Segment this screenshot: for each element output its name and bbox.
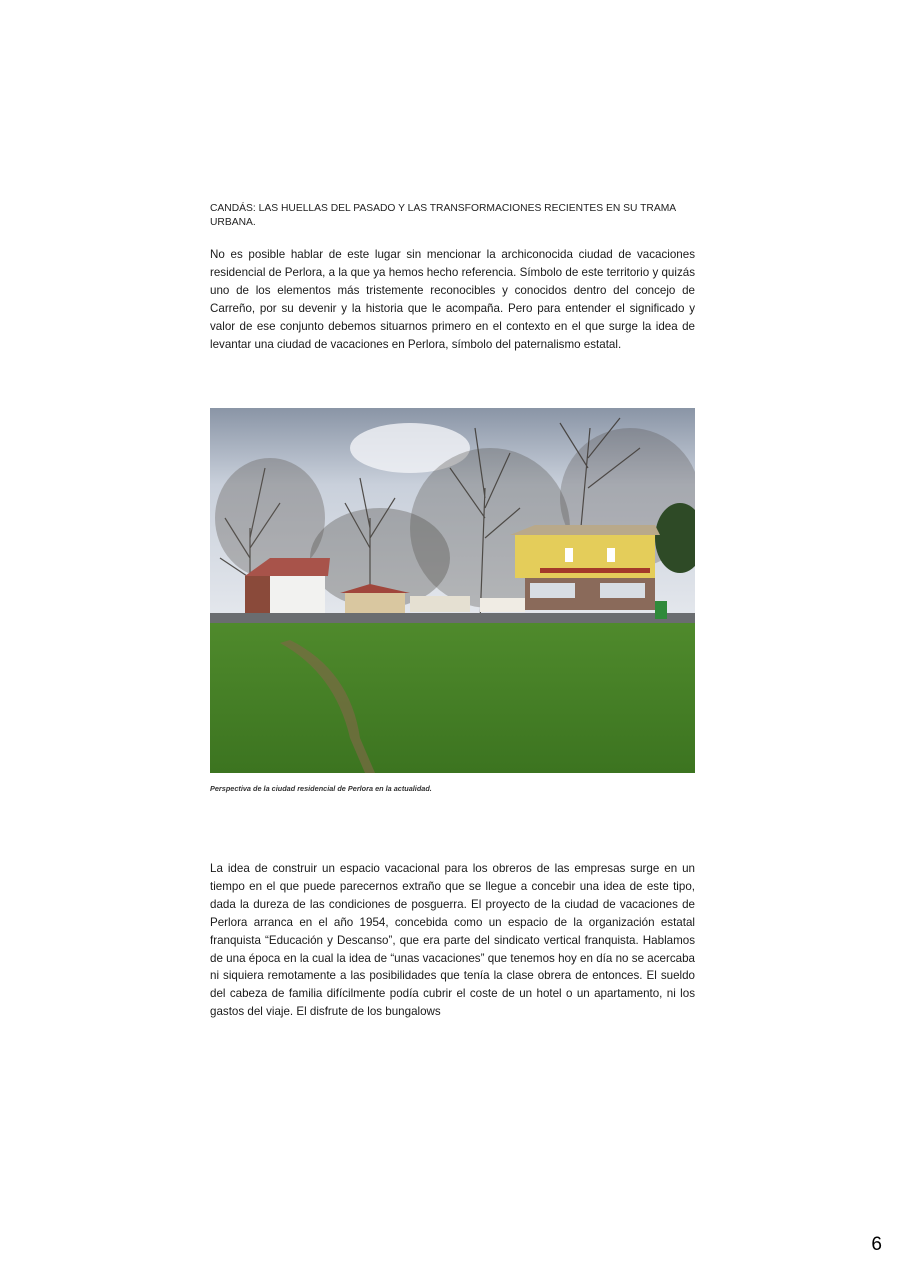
photo-caption: Perspectiva de la ciudad residencial de Perlora en la actualidad. <box>210 784 432 793</box>
page-number: 6 <box>871 1234 882 1255</box>
intro-paragraph: No es posible hablar de este lugar sin mencionar la archiconocida ciudad de vacaciones residencial de Perlora, a la que ya hemos hecho referencia. Símbolo de este territorio y quizás uno de los elementos más tristemente reconocibles y conocidos dentro del concejo de Carreño, por su devenir y la historia que le acompaña. Pero para entender el significado y valor de ese conjunto debemos situarnos primero en el contexto en el que surge la idea de levantar una ciudad de vacaciones en Perlora, símbolo del paternalismo estatal. <box>210 248 695 351</box>
section-heading: CANDÁS: LAS HUELLAS DEL PASADO Y LAS TRANSFORMACIONES RECIENTES EN SU TRAMA URBANA. <box>210 203 676 228</box>
body-paragraph: La idea de construir un espacio vacacional para los obreros de las empresas surge en un tiempo en el que puede parecernos extraño que se llegue a concebir una idea de este tipo, dada la dureza de las condiciones de posguerra. El proyecto de la ciudad de vacaciones de Perlora arranca en el año 1954, concebida como un espacio de la organización estatal franquista “Educación y Descanso”, que era parte del sindicato vertical franquista. Hablamos de una época en la cual la idea de “unas vacaciones” que tenemos hoy en día no se acercaba ni siquiera remotamente a las posibilidades que tenía la clase obrera de entonces. El sueldo del cabeza de familia difícilmente podía cubrir el coste de un hotel o un apartamento, ni los gastos del viaje. El disfrute de los bungalows <box>210 862 695 1019</box>
perlora-photo <box>210 408 695 773</box>
